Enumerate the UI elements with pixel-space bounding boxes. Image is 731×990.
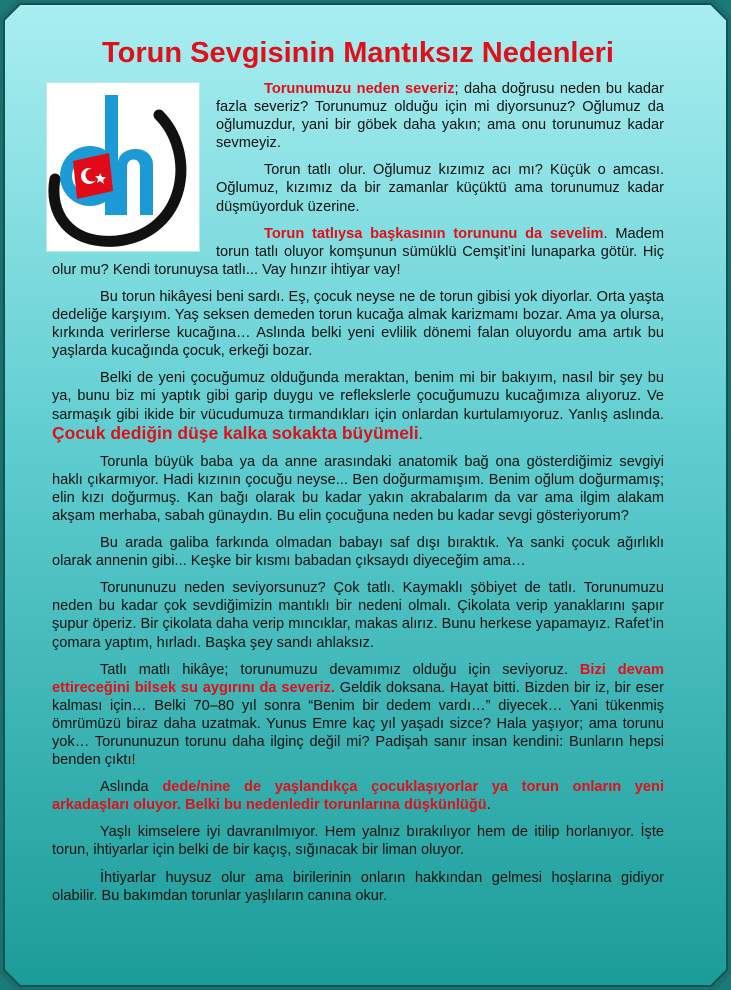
text-segment: . Madem torun tatlı oluyor komşunun sümüklü Cemşit’ini lunaparka götür. Hiç olur mu? Kendi torunuysa tatlı... Vay hınzır ihtiyar vay! — [52, 225, 664, 278]
paragraph — [52, 778, 664, 814]
logo — [46, 82, 200, 252]
text-segment: Torununuzu neden seviyorsunuz? Çok tatlı. Kaymaklı şöbiyet de tatlı. Torunumuzu neden bu kadar çok sevdiğimizin mantıklı bir nedeni olmalı. Çikolata verip yanaklarını şapır şupur öperiz. Bir çikolata daha verip mıncıklar, makas alırız. Bunu herkese yapamayız. Rafet’in çomara yaptım, hırladı. Başka şey sandı ahlaksız. — [52, 580, 664, 651]
text-segment: Bu torun hikâyesi beni sardı. Eş, çocuk neyse ne de torun gibisi yok diyorlar. Orta yaşta dedeliğe karşıyım. Yaş seksen demeden torun kucağa almak karizmamı bozar. Ama ya olursa, kırkında verirlerse kucağına… Aslında belki yeni evlilik dönemi falan oluyordu ama artık bu yaşlarda kucağında çocuk, erkeği bozar. — [52, 288, 664, 360]
highlighted-text: Bizi devam ettireceğini bilsek su aygırını da severiz. — [52, 661, 664, 696]
page-title: Torun Sevgisinin Mantıksız Nedenleri — [102, 37, 614, 69]
dh-logo-icon — [47, 83, 199, 251]
highlighted-text: Torunumuzu neden severiz — [264, 81, 455, 97]
paragraph — [52, 661, 664, 770]
text-segment: . — [418, 426, 423, 443]
text-segment: Bu arada galiba farkında olmadan babayı saf dışı bıraktık. Ya sanki çocuk ağırlıklı olarak annenin gibi... Keşke bir kısmı babadan çıksaydı diyeceğim ama… — [52, 535, 664, 570]
text-segment: . — [486, 797, 491, 814]
paragraph — [52, 579, 664, 651]
paragraph — [52, 823, 664, 859]
paragraph — [52, 869, 664, 905]
paragraph — [52, 369, 664, 443]
text-segment: Belki de yeni çocuğumuz olduğunda meraktan, benim mi bir bakıyım, nasıl bir şey bu ya, bunu biz mi yaptık gibi garip duygu ve reflekslerle çocuğumuzu kucağımıza alıyoruz. Ve sarmaşık gibi ikide bir vücudumuza tırmandıkları için onlardan kurtulamıyoruz. Yanlış aslında. — [52, 370, 664, 423]
highlighted-text: Çocuk dediğin düşe kalka sokakta büyümeli — [52, 422, 419, 443]
paragraph — [52, 453, 664, 525]
paragraph — [52, 534, 664, 570]
highlighted-text: dede/nine de yaşlandıkça çocuklaşıyorlar ya torun onların yeni arkadaşları oluyor. Belki bu nedenledir torunlarına düşkünlüğü — [52, 779, 665, 814]
paragraph — [52, 288, 664, 360]
highlighted-text: Torun tatlıysa başkasının torununu da sevelim — [264, 225, 604, 242]
text-segment: ; daha doğrusu neden bu kadar fazla severiz? Torunumuz olduğu için mi diyorsunuz? Oğlumuz da oğlumuzdur, yani bir göbek daha yakın; ama onu torunumuz kadar sevmeyiz. — [216, 81, 664, 152]
text-segment: Tatlı matlı hikâye; torunumuzu devamımız olduğu için seviyoruz. — [100, 661, 580, 678]
text-segment: Aslında — [100, 779, 163, 796]
text-segment: Torunla büyük baba ya da anne arasındaki anatomik bağ ona gösterdiğimiz sevgiyi haklı çıkarmıyor. Hadi kızının çocuğu neyse... Ben doğurmamışım. Benim oğlum doğurmamış; elin kızı doğurmuş. Kan bağı olarak bu kadar yakın akrabalarım da var ama ilgim alakam akşam merhaba, sabah günaydın. Bu elin çocuğuna neden bu kadar sevgi gösteriyorum? — [52, 453, 664, 524]
article — [52, 36, 664, 914]
text-segment: İhtiyarlar huysuz olur ama birilerinin onların hakkından gelmesi hoşlarına gidiyor olabilir. Bu bakımdan torunlar yaşlıların canına okur. — [52, 869, 664, 904]
text-segment: Geldik doksana. Hayat bitti. Bizden bir iz, bir eser kalması için… Belki 70–80 yıl sonra “Benim bir dedem vardı…” diyecek… Yani tükenmiş ömrümüzü biraz daha uzatmak. Yunus Emre kaç yıl yaşadı sizce? Hala yaşıyor; ama torunu yok… Torununuzun torunu daha ilginç değil mi? Padişah sanır insan kendini: Bunların hepsi benden çıktı! — [52, 679, 664, 769]
text-segment: Yaşlı kimselere iyi davranılmıyor. Hem yalnız bırakılıyor hem de itilip horlanıyor. İşte torun, ihtiyarlar için belki de bir kaçış, sığınacak bir liman oluyor. — [52, 824, 664, 859]
text-segment: Torun tatlı olur. Oğlumuz kızımız acı mı? Küçük o amcası. Oğlumuz, kızımız da bir zamanlar küçüktü ama torunumuz kadar düşmüyorduk üzerine. — [216, 162, 664, 215]
